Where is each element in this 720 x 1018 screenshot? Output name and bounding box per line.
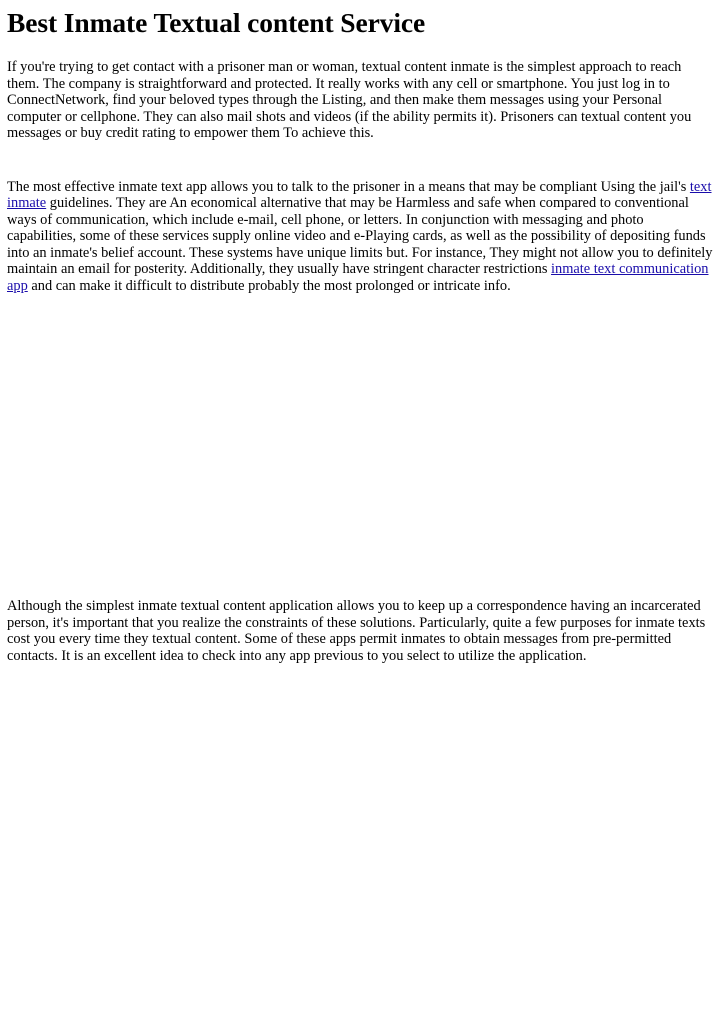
paragraph-best-app [7, 179, 713, 295]
paragraph-text: guidelines. They are An economical alternative that may be Harmless and safe when compared to conventional ways of communication, which include e-mail, cell phone, or letters. In conjunction with messaging and photo capabilities, some of these services supply online video and e-Playing cards, as well as the possibility of depositing funds into an inmate's belief account. These systems have unique limits but. For instance, They might not allow you to definitely maintain an email for posterity. Additionally, they usually have stringent character restrictions [7, 195, 713, 277]
paragraph-text: The most effective inmate text app allows you to talk to the prisoner in a means that may be compliant Using the jail's [7, 178, 690, 195]
page-title: Best Inmate Textual content Service [7, 7, 426, 38]
paragraph-intro: If you're trying to get contact with a prisoner man or woman, textual content inmate is the simplest approach to reach them. The company is straightforward and protected. It really works with any cell or smartphone. You just log in to ConnectNetwork, find your beloved types through the Listing, and then make them messages using your Personal computer or cellphone. They can also mail shots and videos (if the ability permits it). Prisoners can textual content you messages or buy credit rating to empower them To achieve this. [7, 59, 692, 141]
paragraph-constraints: Although the simplest inmate textual content application allows you to keep up a correspondence having an incarcerated person, it's important that you realize the constraints of these solutions. Particularly, quite a few purposes for inmate texts cost you every time they textual content. Some of these apps permit inmates to obtain messages from pre-permitted contacts. It is an excellent idea to check into any app previous to you select to utilize the application. [7, 598, 706, 664]
text-inmate-link[interactable]: text inmate [7, 178, 712, 211]
inmate-text-communication-app-link[interactable]: inmate text communication app [7, 261, 709, 294]
paragraph-text: and can make it difficult to distribute probably the most prolonged or intricate info. [27, 277, 511, 294]
